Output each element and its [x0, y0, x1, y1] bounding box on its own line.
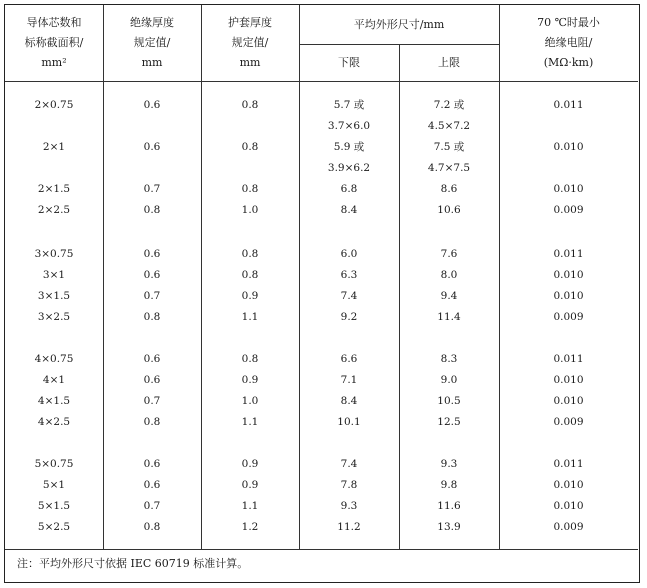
dimension-lower-cell: 5.9 或: [333, 141, 365, 153]
table-row: [5, 370, 638, 391]
dimension-lower-cell: 6.6: [340, 353, 358, 365]
conductor-size-cell: 5×2.5: [37, 521, 71, 533]
table-row: [5, 200, 638, 221]
table-row: [5, 137, 638, 158]
table-row: [5, 517, 638, 538]
header-sheath-line2: 规定值/: [231, 36, 269, 49]
insulation-resistance-cell: 0.011: [553, 248, 584, 260]
dimension-lower-cell: 7.1: [340, 374, 358, 386]
dimension-lower-cell: 3.7×6.0: [327, 120, 371, 132]
conductor-size-cell: 2×2.5: [37, 204, 71, 216]
dimension-upper-cell: 8.6: [440, 183, 458, 195]
conductor-size-cell: 2×1.5: [37, 183, 71, 195]
header-dimension-label: 平均外形尺寸/mm: [353, 17, 445, 31]
dimension-upper-cell: 9.8: [440, 479, 458, 491]
table-row: [5, 116, 638, 137]
insulation-thickness-cell: 0.6: [143, 248, 161, 260]
sheath-thickness-cell: 0.8: [241, 353, 259, 365]
header-lower: [299, 44, 399, 81]
conductor-size-cell: 3×0.75: [34, 248, 74, 260]
conductor-size-cell: 2×0.75: [34, 99, 74, 111]
header-upper: [399, 44, 499, 81]
dimension-lower-cell: 9.3: [340, 500, 358, 512]
conductor-size-cell: 4×1.5: [37, 395, 71, 407]
insulation-resistance-cell: 0.010: [553, 374, 584, 386]
insulation-thickness-cell: 0.7: [143, 290, 161, 302]
insulation-resistance-cell: 0.010: [553, 479, 584, 491]
sheath-thickness-cell: 0.8: [241, 269, 259, 281]
conductor-size-cell: 5×0.75: [34, 458, 74, 470]
conductor-size-cell: 3×1: [42, 269, 66, 281]
row-group: [5, 244, 638, 328]
header-conductor-line2: 标称截面积/: [24, 36, 84, 49]
sheath-thickness-cell: 0.9: [241, 479, 259, 491]
dimension-upper-cell: 8.3: [440, 353, 458, 365]
insulation-resistance-cell: 0.009: [553, 416, 584, 428]
sheath-thickness-cell: 0.8: [241, 248, 259, 260]
insulation-resistance-cell: 0.010: [553, 395, 584, 407]
header-conductor: [5, 5, 103, 81]
table-row: [5, 286, 638, 307]
header-insulation-line2: 规定值/: [133, 36, 171, 49]
table-footnote: 注：平均外形尺寸依据 IEC 60719 标准计算。: [17, 557, 249, 570]
insulation-resistance-cell: 0.010: [553, 183, 584, 195]
dimension-upper-cell: 13.9: [437, 521, 461, 533]
header-insulation-line1: 绝缘厚度: [130, 16, 174, 29]
table-row: [5, 244, 638, 265]
dimension-upper-cell: 11.4: [437, 311, 461, 323]
conductor-size-cell: 5×1.5: [37, 500, 71, 512]
cable-spec-table: [4, 4, 640, 583]
insulation-thickness-cell: [103, 158, 201, 179]
insulation-thickness-cell: 0.6: [143, 353, 161, 365]
header-resistance-line1: 70 ℃时最小: [537, 16, 600, 29]
dimension-upper-cell: 7.2 或: [433, 99, 465, 111]
sheath-thickness-cell: [201, 158, 299, 179]
table-row: [5, 412, 638, 433]
insulation-thickness-cell: 0.6: [143, 269, 161, 281]
insulation-resistance-cell: 0.011: [553, 353, 584, 365]
sheath-thickness-cell: 0.9: [241, 290, 259, 302]
insulation-thickness-cell: 0.6: [143, 141, 161, 153]
dimension-lower-cell: 5.7 或: [333, 99, 365, 111]
sheath-thickness-cell: 0.8: [241, 141, 259, 153]
dimension-upper-cell: 4.5×7.2: [427, 120, 471, 132]
row-group: [5, 454, 638, 538]
insulation-thickness-cell: 0.6: [143, 99, 161, 111]
conductor-size-cell: 2×1: [42, 141, 66, 153]
insulation-resistance-cell: [499, 158, 638, 179]
conductor-size-cell: 4×1: [42, 374, 66, 386]
insulation-resistance-cell: 0.011: [553, 458, 584, 470]
conductor-size-cell: [5, 116, 103, 137]
insulation-thickness-cell: 0.8: [143, 311, 161, 323]
dimension-lower-cell: 6.3: [340, 269, 358, 281]
dimension-lower-cell: 7.4: [340, 458, 358, 470]
header-dimension: [299, 5, 499, 44]
sheath-thickness-cell: 0.9: [241, 374, 259, 386]
insulation-thickness-cell: 0.6: [143, 458, 161, 470]
insulation-thickness-cell: [103, 116, 201, 137]
table-row: [5, 496, 638, 517]
dimension-lower-cell: 8.4: [340, 395, 358, 407]
insulation-resistance-cell: [499, 116, 638, 137]
insulation-resistance-cell: 0.009: [553, 521, 584, 533]
dimension-lower-cell: 11.2: [337, 521, 361, 533]
dimension-lower-cell: 7.8: [340, 479, 358, 491]
insulation-thickness-cell: 0.6: [143, 479, 161, 491]
conductor-size-cell: 5×1: [42, 479, 66, 491]
dimension-lower-cell: 9.2: [340, 311, 358, 323]
sheath-thickness-cell: 0.8: [241, 99, 259, 111]
header-resistance-line2: 绝缘电阻/: [544, 36, 593, 49]
header-sheath-line3: mm: [239, 56, 261, 69]
dimension-lower-cell: 6.0: [340, 248, 358, 260]
dimension-lower-cell: 3.9×6.2: [327, 162, 371, 174]
header-insulation-line3: mm: [141, 56, 163, 69]
dimension-lower-cell: 10.1: [337, 416, 361, 428]
table-row: [5, 179, 638, 200]
dimension-lower-cell: 6.8: [340, 183, 358, 195]
header-sheath: [201, 5, 299, 81]
dimension-upper-cell: 12.5: [437, 416, 461, 428]
insulation-thickness-cell: 0.7: [143, 183, 161, 195]
dimension-upper-cell: 8.0: [440, 269, 458, 281]
dimension-upper-cell: 9.4: [440, 290, 458, 302]
header-conductor-line1: 导体芯数和: [26, 16, 82, 29]
table-row: [5, 454, 638, 475]
sheath-thickness-cell: 1.1: [241, 500, 259, 512]
insulation-thickness-cell: 0.7: [143, 500, 161, 512]
table-row: [5, 349, 638, 370]
dimension-lower-cell: 8.4: [340, 204, 358, 216]
table-row: [5, 391, 638, 412]
sheath-thickness-cell: 0.8: [241, 183, 259, 195]
header-bottom-line: [5, 81, 638, 82]
insulation-resistance-cell: 0.010: [553, 500, 584, 512]
insulation-thickness-cell: 0.8: [143, 521, 161, 533]
header-upper-label: 上限: [438, 55, 460, 69]
table-row: [5, 158, 638, 179]
conductor-size-cell: 4×0.75: [34, 353, 74, 365]
insulation-thickness-cell: 0.8: [143, 416, 161, 428]
sheath-thickness-cell: 1.1: [241, 311, 259, 323]
sheath-thickness-cell: 1.1: [241, 416, 259, 428]
insulation-thickness-cell: 0.7: [143, 395, 161, 407]
header-sheath-line1: 护套厚度: [228, 16, 272, 29]
insulation-resistance-cell: 0.009: [553, 204, 584, 216]
conductor-size-cell: 4×2.5: [37, 416, 71, 428]
row-group: [5, 95, 638, 221]
insulation-thickness-cell: 0.6: [143, 374, 161, 386]
dimension-upper-cell: 10.5: [437, 395, 461, 407]
header-conductor-line3: mm²: [41, 56, 67, 69]
note-divider: [5, 549, 638, 550]
dimension-upper-cell: 10.6: [437, 204, 461, 216]
insulation-thickness-cell: 0.8: [143, 204, 161, 216]
sheath-thickness-cell: 1.2: [241, 521, 259, 533]
sheath-thickness-cell: 1.0: [241, 204, 259, 216]
table-row: [5, 307, 638, 328]
insulation-resistance-cell: 0.010: [553, 290, 584, 302]
dimension-upper-cell: 11.6: [437, 500, 461, 512]
insulation-resistance-cell: 0.009: [553, 311, 584, 323]
table-row: [5, 265, 638, 286]
table-body: [5, 87, 638, 549]
sheath-thickness-cell: [201, 116, 299, 137]
table-row: [5, 95, 638, 116]
header-resistance-line3: (MΩ·km): [543, 56, 594, 69]
insulation-resistance-cell: 0.010: [553, 141, 584, 153]
dimension-upper-cell: 7.5 或: [433, 141, 465, 153]
dimension-upper-cell: 9.3: [440, 458, 458, 470]
header-insulation: [103, 5, 201, 81]
dimension-upper-cell: 7.6: [440, 248, 458, 260]
insulation-resistance-cell: 0.011: [553, 99, 584, 111]
conductor-size-cell: [5, 158, 103, 179]
conductor-size-cell: 3×1.5: [37, 290, 71, 302]
dimension-upper-cell: 9.0: [440, 374, 458, 386]
table-row: [5, 475, 638, 496]
conductor-size-cell: 3×2.5: [37, 311, 71, 323]
sheath-thickness-cell: 1.0: [241, 395, 259, 407]
sheath-thickness-cell: 0.9: [241, 458, 259, 470]
insulation-resistance-cell: 0.010: [553, 269, 584, 281]
dimension-lower-cell: 7.4: [340, 290, 358, 302]
row-group: [5, 349, 638, 433]
dimension-upper-cell: 4.7×7.5: [427, 162, 471, 174]
header-lower-label: 下限: [338, 55, 360, 69]
header-resistance: [499, 5, 638, 81]
